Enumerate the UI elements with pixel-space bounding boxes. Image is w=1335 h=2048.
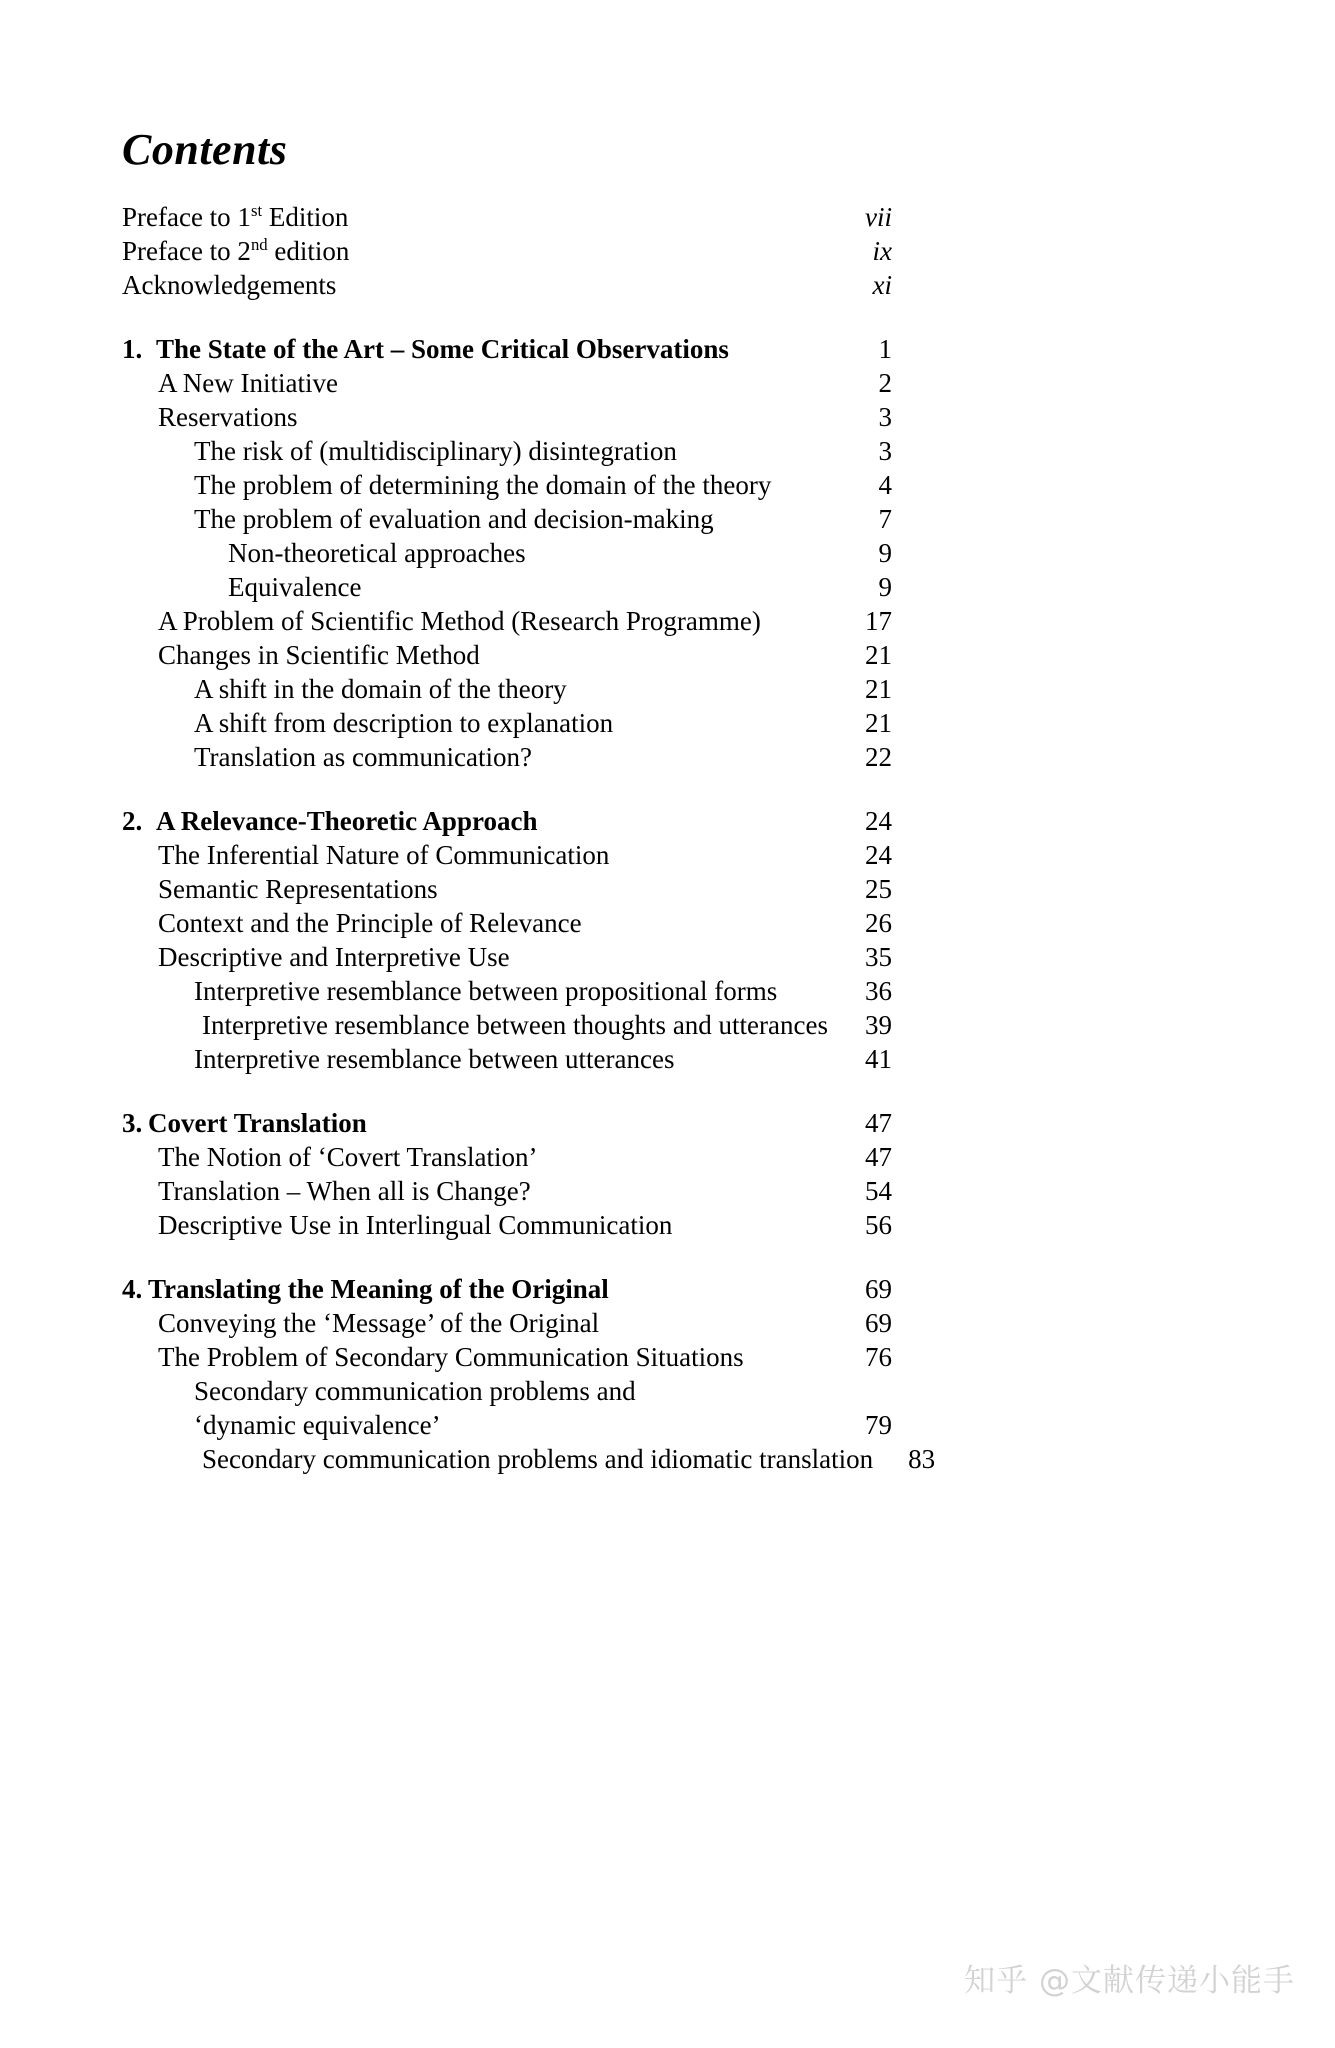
toc-entry-page-number: 35 <box>865 942 892 972</box>
toc-entry-page-number: vii <box>865 202 892 232</box>
toc-entry-page-number: 25 <box>865 874 892 904</box>
toc-entry-page-number: 21 <box>865 640 892 670</box>
toc-entry-page-number: 76 <box>865 1342 892 1372</box>
toc-entry-page-number: ix <box>872 236 892 266</box>
toc-entry-label: Non-theoretical approaches <box>228 538 526 568</box>
chapter-number: 3. <box>122 1108 143 1138</box>
toc-entry-label: Conveying the ‘Message’ of the Original <box>158 1308 600 1338</box>
toc-entry-level-2[interactable] <box>122 740 892 774</box>
toc-entry-label: Descriptive and Interpretive Use <box>158 942 510 972</box>
toc-entry-page-number: 69 <box>865 1308 892 1338</box>
toc-entry-label <box>122 1272 830 1306</box>
toc-entry-label: Descriptive Use in Interlingual Communication <box>158 1210 673 1240</box>
toc-entry-page-number: 47 <box>865 1142 892 1172</box>
toc-entry-level-2[interactable] <box>122 1408 892 1442</box>
toc-entry-label: A New Initiative <box>158 368 338 398</box>
toc-entry-level-1[interactable] <box>122 1306 892 1340</box>
toc-entry-level-3[interactable] <box>122 570 892 604</box>
toc-entry-level-1[interactable] <box>122 838 892 872</box>
toc-entry-label: ‘dynamic equivalence’ <box>194 1410 441 1440</box>
chapter-number: 4. <box>122 1274 143 1304</box>
toc-entry-page-number: 21 <box>865 708 892 738</box>
toc-chapter-heading[interactable] <box>122 332 892 366</box>
toc-entry-level-2[interactable] <box>122 974 892 1008</box>
toc-entry-level-2b[interactable] <box>122 1442 936 1476</box>
toc-entry-label <box>122 1106 830 1140</box>
toc-entry-label: The Problem of Secondary Communication Situations <box>158 1342 744 1372</box>
toc-entry-level-3[interactable] <box>122 536 892 570</box>
toc-entry-page-number: 83 <box>908 1444 936 1474</box>
toc-entry-label: Secondary communication problems and idiomatic translation <box>202 1444 874 1474</box>
toc-entry-label: The risk of (multidisciplinary) disintegration <box>194 436 677 466</box>
toc-entry-label: A shift in the domain of the theory <box>194 674 567 704</box>
toc-entry-page-number: 36 <box>865 976 892 1006</box>
toc-entry-label: The Inferential Nature of Communication <box>158 840 610 870</box>
toc-entry-page-number: 21 <box>865 674 892 704</box>
toc-entry-level-2[interactable] <box>122 1374 892 1408</box>
toc-entry-page-number: 4 <box>878 470 892 500</box>
page-title: Contents <box>122 125 288 174</box>
toc-entry-level-1[interactable] <box>122 906 892 940</box>
toc-entry-label: Acknowledgements <box>122 270 337 300</box>
toc-entry-level-1[interactable] <box>122 638 892 672</box>
toc-entry-label: Changes in Scientific Method <box>158 640 480 670</box>
toc-entry-page-number: 47 <box>865 1108 892 1138</box>
toc-entry-level-2[interactable] <box>122 1042 892 1076</box>
toc-chapter-group <box>122 1272 936 1476</box>
toc-entry-label <box>122 332 830 366</box>
toc-entry-level-1[interactable] <box>122 1340 892 1374</box>
toc-chapter-heading[interactable] <box>122 804 892 838</box>
toc-entry-level-1[interactable] <box>122 872 892 906</box>
toc-entry-level-1[interactable] <box>122 1208 892 1242</box>
toc-entry-page-number: 54 <box>865 1176 892 1206</box>
toc-entry-level-1[interactable] <box>122 604 892 638</box>
toc-entry-page-number: 1 <box>878 334 892 364</box>
toc-entry-label: Reservations <box>158 402 298 432</box>
toc-entry-level-2[interactable] <box>122 468 892 502</box>
toc-entry-page-number: 69 <box>865 1274 892 1304</box>
toc-entry-page-number: 22 <box>865 742 892 772</box>
toc-entry-page-number: 56 <box>865 1210 892 1240</box>
toc-entry-page-number: 7 <box>878 504 892 534</box>
toc-entry-label: The problem of determining the domain of the theory <box>194 470 772 500</box>
toc-entry-level-1[interactable] <box>122 1174 892 1208</box>
toc-chapter-group <box>122 1106 892 1242</box>
toc-entry-page-number: 24 <box>865 840 892 870</box>
chapter-title: The State of the Art – Some Critical Observations <box>156 334 729 364</box>
toc-entry-label: The Notion of ‘Covert Translation’ <box>158 1142 538 1172</box>
toc-entry-label: A Problem of Scientific Method (Research Programme) <box>158 606 761 636</box>
toc-entry-page-number: xi <box>872 270 892 300</box>
toc-entry-level-2[interactable] <box>122 706 892 740</box>
toc-chapter-group <box>122 804 892 1076</box>
toc-entry-level-1[interactable] <box>122 366 892 400</box>
toc-entry-level-1[interactable] <box>122 940 892 974</box>
chapter-title: Translating the Meaning of the Original <box>148 1274 609 1304</box>
table-of-contents <box>122 200 936 1506</box>
toc-entry-level-2[interactable] <box>122 502 892 536</box>
toc-entry-page-number: 26 <box>865 908 892 938</box>
toc-chapter-heading[interactable] <box>122 1106 892 1140</box>
toc-entry-label: Context and the Principle of Relevance <box>158 908 582 938</box>
toc-entry-page-number: 24 <box>865 806 892 836</box>
toc-entry-page-number: 3 <box>878 402 892 432</box>
toc-entry-level-2[interactable] <box>122 434 892 468</box>
toc-entry-page-number: 3 <box>878 436 892 466</box>
toc-entry-label: Interpretive resemblance between utterances <box>194 1044 675 1074</box>
toc-entry-label <box>122 804 830 838</box>
toc-entry-level-1[interactable] <box>122 1140 892 1174</box>
toc-front-matter-entry[interactable] <box>122 268 892 302</box>
toc-entry-label: Preface to 2nd edition <box>122 235 350 266</box>
toc-chapter-heading[interactable] <box>122 1272 892 1306</box>
toc-entry-label: The problem of evaluation and decision-making <box>194 504 714 534</box>
toc-entry-label: Equivalence <box>228 572 362 602</box>
toc-entry-level-1[interactable] <box>122 400 892 434</box>
chapter-number: 1. <box>122 334 143 364</box>
toc-entry-label: Secondary communication problems and <box>194 1376 636 1406</box>
toc-entry-page-number: 41 <box>865 1044 892 1074</box>
toc-entry-label: A shift from description to explanation <box>194 708 614 738</box>
toc-entry-page-number: 9 <box>878 538 892 568</box>
toc-entry-level-2[interactable] <box>122 672 892 706</box>
toc-entry-level-2b[interactable] <box>122 1008 892 1042</box>
toc-entry-label: Interpretive resemblance between propositional forms <box>194 976 778 1006</box>
toc-entry-label: Translation – When all is Change? <box>158 1176 531 1206</box>
chapter-title: Covert Translation <box>148 1108 367 1138</box>
chapter-title: A Relevance-Theoretic Approach <box>156 806 538 836</box>
ordinal-suffix: st <box>250 201 263 220</box>
toc-entry-page-number: 2 <box>878 368 892 398</box>
chapter-number: 2. <box>122 806 143 836</box>
toc-entry-label: Semantic Representations <box>158 874 438 904</box>
ordinal-suffix: nd <box>250 235 268 254</box>
watermark: 知乎 @文献传递小能手 <box>964 1963 1295 1999</box>
toc-front-matter-entry[interactable] <box>122 234 892 268</box>
toc-entry-page-number: 9 <box>878 572 892 602</box>
toc-entry-label: Interpretive resemblance between thoughts and utterances <box>202 1010 828 1040</box>
toc-entry-label: Preface to 1st Edition <box>122 201 349 232</box>
toc-entry-page-number: 17 <box>865 606 892 636</box>
toc-front-matter-entry[interactable] <box>122 200 892 234</box>
toc-entry-page-number: 39 <box>865 1010 892 1040</box>
toc-chapter-group <box>122 332 892 774</box>
front-matter-group <box>122 200 892 302</box>
toc-entry-label: Translation as communication? <box>194 742 532 772</box>
toc-entry-page-number: 79 <box>865 1410 892 1440</box>
